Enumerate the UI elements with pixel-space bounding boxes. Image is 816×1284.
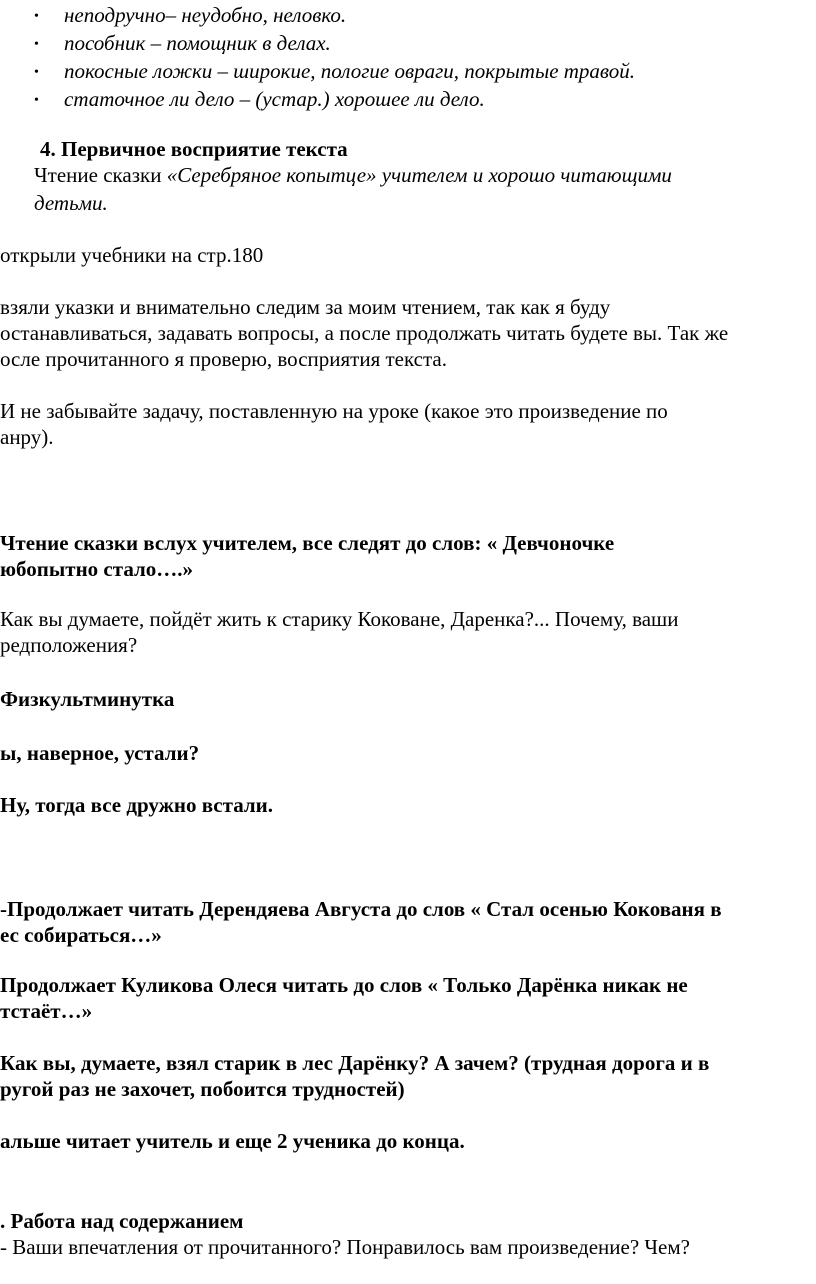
reading-description-line1 — [34, 162, 672, 188]
section-4-heading: 4. Первичное восприятие текста — [40, 137, 348, 161]
bullet-3: • — [34, 65, 39, 80]
pointers-line2: останавливаться, задавать вопросы, а после продолжать читать будете вы. Так же — [0, 321, 729, 345]
continue-b-line1: Продолжает Куликова Олеся читать до слов « Только Дарёнка никак не — [0, 973, 688, 997]
pointers-line1: взяли указки и внимательно следим за моим чтением, так как я буду — [0, 295, 611, 319]
bullet-2: • — [34, 37, 39, 52]
fizminutka-title: Физкультминутка — [0, 687, 175, 711]
reading-title-italic: «Серебряное копытце» учителем и хорошо читающими — [166, 163, 672, 187]
continue-d-line1: альше читает учитель и еще 2 ученика до конца. — [0, 1129, 465, 1153]
continue-a-line2: ес собираться…» — [0, 923, 162, 947]
question-line2: редположения? — [0, 633, 138, 657]
continue-c-line1: Как вы, думаете, взял старик в лес Дарёнку? А зачем? (трудная дорога и в — [0, 1051, 710, 1075]
pointers-line3: осле прочитанного я проверю, восприятия текста. — [0, 347, 447, 371]
reading-prefix: Чтение сказки — [34, 163, 167, 187]
bullet-1: • — [34, 9, 39, 24]
bullet-4: • — [34, 93, 39, 108]
reading-description-line2: детьми. — [34, 191, 108, 215]
section-5-question: - Ваши впечатления от прочитанного? Понравилось вам произведение? Чем? — [0, 1235, 690, 1259]
fizminutka-line1: ы, наверное, устали? — [0, 741, 200, 765]
task-line1: И не забывайте задачу, поставленную на уроке (какое это произведение по — [0, 399, 668, 423]
teacher-reading-line1: Чтение сказки вслух учителем, все следят до слов: « Девчоночке — [0, 531, 615, 555]
task-line2: анру). — [0, 425, 54, 449]
continue-c-line2: ругой раз не захочет, побоится трудностей) — [0, 1077, 405, 1101]
vocab-item-3: покосные ложки – широкие, пологие овраги, покрытые травой. — [64, 59, 636, 83]
open-books-text: открыли учебники на стр.180 — [0, 243, 264, 267]
continue-a-line1: -Продолжает читать Дерендяева Августа до слов « Стал осенью Кокованя в — [0, 897, 722, 921]
vocab-item-4: статочное ли дело – (устар.) хорошее ли дело. — [64, 87, 485, 111]
continue-b-line2: тстаёт…» — [0, 999, 93, 1023]
vocab-item-2: пособник – помощник в делах. — [64, 31, 331, 55]
fizminutka-line2: Ну, тогда все дружно встали. — [0, 793, 274, 817]
question-line1: Как вы думаете, пойдёт жить к старику Коковане, Даренка?... Почему, ваши — [0, 607, 679, 631]
vocab-item-1: неподручно– неудобно, неловко. — [64, 3, 347, 27]
section-5-heading: . Работа над содержанием — [0, 1209, 244, 1233]
teacher-reading-line2: юбопытно стало….» — [0, 557, 194, 581]
